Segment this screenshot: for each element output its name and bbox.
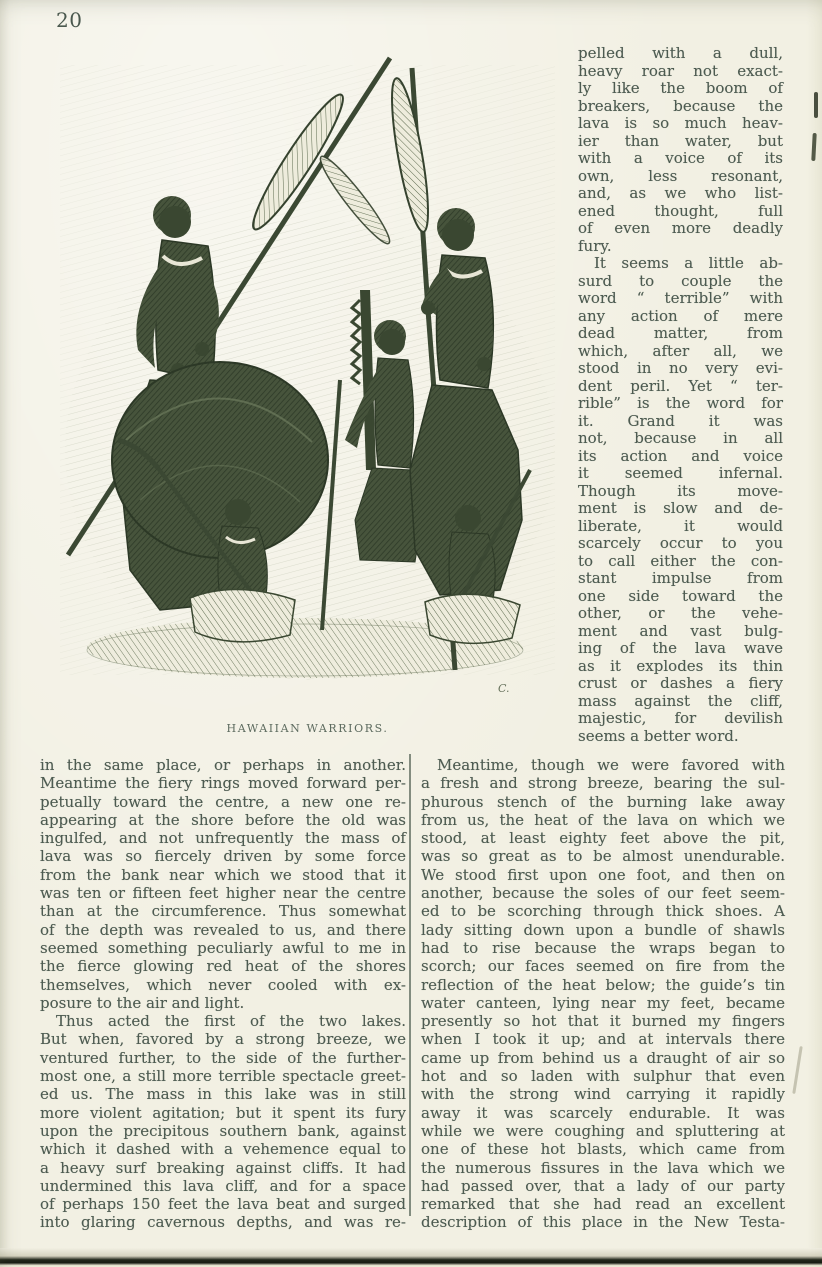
- text-line: away it was scarcely endurable. It was: [421, 1103, 785, 1122]
- text-line: seemed something peculiarly awful to me in: [40, 938, 406, 957]
- text-line: water canteen, lying near my feet, became: [421, 993, 785, 1012]
- text-line: when I took it up; and at intervals there: [421, 1030, 785, 1049]
- text-line: stood, at least eighty feet above the pit,: [421, 829, 785, 848]
- text-line: hot and so laden with sulphur that even: [421, 1067, 785, 1086]
- text-line: stood in no very evi-: [578, 359, 783, 377]
- text-line: Meantime the fiery rings moved forward per-: [40, 774, 406, 793]
- illustration-figure: [60, 50, 555, 735]
- engraver-signature: C.: [498, 682, 510, 695]
- text-line: Thus acted the first of the two lakes.: [56, 1012, 406, 1031]
- text-line: it. Grand it was: [578, 411, 783, 430]
- text-line: But when, favored by a strong breeze, we: [40, 1030, 406, 1049]
- text-line: themselves, which never cooled with ex-: [40, 975, 406, 994]
- text-line: ed us. The mass in this lake was in still: [40, 1085, 406, 1104]
- text-line: presently so hot that it burned my fingers: [421, 1012, 785, 1031]
- text-line: another, because the soles of our feet seem-: [421, 884, 785, 903]
- text-line: breakers, because the: [578, 96, 783, 115]
- text-line: reflection of the heat below; the guide’s tin: [421, 975, 785, 994]
- text-line: ment is slow and de-: [578, 499, 783, 517]
- feather-cloak: [112, 362, 328, 558]
- column-bottom-left: [40, 756, 406, 1232]
- page-edge-shadow: [0, 1248, 822, 1267]
- text-line: a heavy surf breaking against cliffs. It had: [40, 1158, 406, 1177]
- text-line: from us, the heat of the lava on which we: [421, 810, 785, 829]
- text-line: It seems a little ab-: [594, 254, 783, 272]
- text-line: had passed over, that a lady of our party: [421, 1176, 785, 1195]
- text-line: its action and voice: [578, 446, 783, 465]
- text-line: majestic, for devilish: [578, 709, 783, 727]
- text-line: description of this place in the New Testa-: [421, 1213, 785, 1232]
- text-line: scarcely occur to you: [578, 534, 783, 552]
- text-line: appearing at the shore before the old was: [40, 810, 406, 829]
- column-divider-rule: [409, 754, 411, 1216]
- text-line: pelled with a dull,: [578, 44, 783, 62]
- text-line: ingulfed, and not unfrequently the mass of: [40, 829, 406, 848]
- text-line: of the depth was revealed to us, and there: [40, 920, 406, 939]
- text-line: surd to couple the: [578, 271, 783, 290]
- text-line: fury.: [578, 236, 612, 255]
- text-line: lava is so much heav-: [578, 114, 783, 132]
- ink-mark: [792, 1046, 802, 1094]
- text-line: dead matter, from: [578, 324, 783, 342]
- text-line: We stood first upon one foot, and then on: [421, 865, 785, 884]
- text-line: one of these hot blasts, which came from: [421, 1140, 785, 1159]
- text-line: petually toward the centre, a new one re-: [40, 792, 406, 811]
- text-line: a fresh and strong breeze, bearing the sul-: [421, 774, 785, 793]
- text-line: with the strong wind carrying it rapidly: [421, 1085, 785, 1104]
- ink-mark: [814, 92, 818, 118]
- text-line: came up from behind us a draught of air so: [421, 1048, 785, 1067]
- text-line: remarked that she had read an excellent: [421, 1195, 785, 1214]
- text-line: to call either the con-: [578, 551, 783, 570]
- text-line: liberate, it would: [578, 516, 783, 535]
- text-line: of even more deadly: [578, 219, 783, 237]
- text-line: ly like the boom of: [578, 79, 783, 97]
- text-line: which, after all, we: [578, 341, 783, 360]
- text-line: with a voice of its: [578, 149, 783, 167]
- text-line: it seemed infernal.: [578, 464, 783, 482]
- page-number: 20: [56, 8, 83, 32]
- text-line: and, as we who list-: [578, 184, 783, 202]
- text-line: the fierce glowing red heat of the shores: [40, 957, 406, 976]
- text-line: scorch; our faces seemed on fire from the: [421, 957, 785, 976]
- text-line: which it dashed with a vehemence equal to: [40, 1140, 406, 1159]
- text-line: while we were coughing and spluttering at: [421, 1121, 785, 1140]
- text-line: stant impulse from: [578, 569, 783, 587]
- text-line: ing of the lava wave: [578, 639, 783, 657]
- text-line: rible” is the word for: [578, 394, 783, 412]
- text-line: into glaring cavernous depths, and was re-: [40, 1213, 406, 1232]
- text-line: own, less resonant,: [578, 166, 783, 185]
- text-line: the numerous fissures in the lava which we: [421, 1158, 785, 1177]
- text-line: phurous stench of the burning lake away: [421, 792, 785, 811]
- column-bottom-right: [421, 756, 785, 1232]
- text-line: ment and vast bulg-: [578, 621, 783, 640]
- text-line: was so great as to be almost unendurable.: [421, 847, 785, 866]
- text-line: Though its move-: [578, 481, 783, 500]
- text-line: dent peril. Yet “ ter-: [578, 376, 783, 395]
- column-narrow: [578, 45, 783, 745]
- text-line: than at the circumference. Thus somewhat: [40, 902, 406, 921]
- text-line: seems a better word.: [578, 726, 739, 745]
- text-line: had to rise because the wraps began to: [421, 938, 785, 957]
- text-line: crust or dashes a fiery: [578, 674, 783, 692]
- text-line: upon the precipitous southern bank, against: [40, 1121, 406, 1140]
- illustration-caption: HAWAIIAN WARRIORS.: [226, 722, 389, 735]
- text-line: as it explodes its thin: [578, 656, 783, 675]
- text-line: was ten or fifteen feet higher near the centre: [40, 884, 406, 903]
- ink-mark: [811, 133, 816, 161]
- text-line: ier than water, but: [578, 131, 783, 150]
- text-line: not, because in all: [578, 429, 783, 447]
- text-line: most one, a still more terrible spectacle greet-: [40, 1067, 406, 1086]
- text-line: in the same place, or perhaps in another.: [40, 756, 406, 774]
- text-line: from the bank near which we stood that it: [40, 865, 406, 884]
- text-line: heavy roar not exact-: [578, 61, 783, 80]
- text-line: any action of mere: [578, 306, 783, 325]
- text-line: lady sitting down upon a bundle of shawls: [421, 920, 785, 939]
- text-line: posure to the air and light.: [40, 993, 245, 1012]
- text-line: other, or the vehe-: [578, 604, 783, 622]
- text-line: one side toward the: [578, 586, 783, 605]
- text-line: ened thought, full: [578, 201, 783, 220]
- text-line: of perhaps 150 feet the lava beat and surged: [40, 1195, 406, 1214]
- text-line: ed to be scorching through thick shoes. A: [421, 902, 785, 921]
- text-line: mass against the cliff,: [578, 691, 783, 710]
- text-line: more violent agitation; but it spent its fury: [40, 1103, 406, 1122]
- text-line: undermined this lava cliff, and for a space: [40, 1176, 406, 1195]
- text-line: Meantime, though we were favored with: [437, 756, 785, 774]
- text-line: word “ terrible” with: [578, 289, 783, 307]
- hawaiian-warriors-engraving: [60, 50, 555, 700]
- text-line: ventured further, to the side of the further-: [40, 1048, 406, 1067]
- text-line: lava was so fiercely driven by some force: [40, 847, 406, 866]
